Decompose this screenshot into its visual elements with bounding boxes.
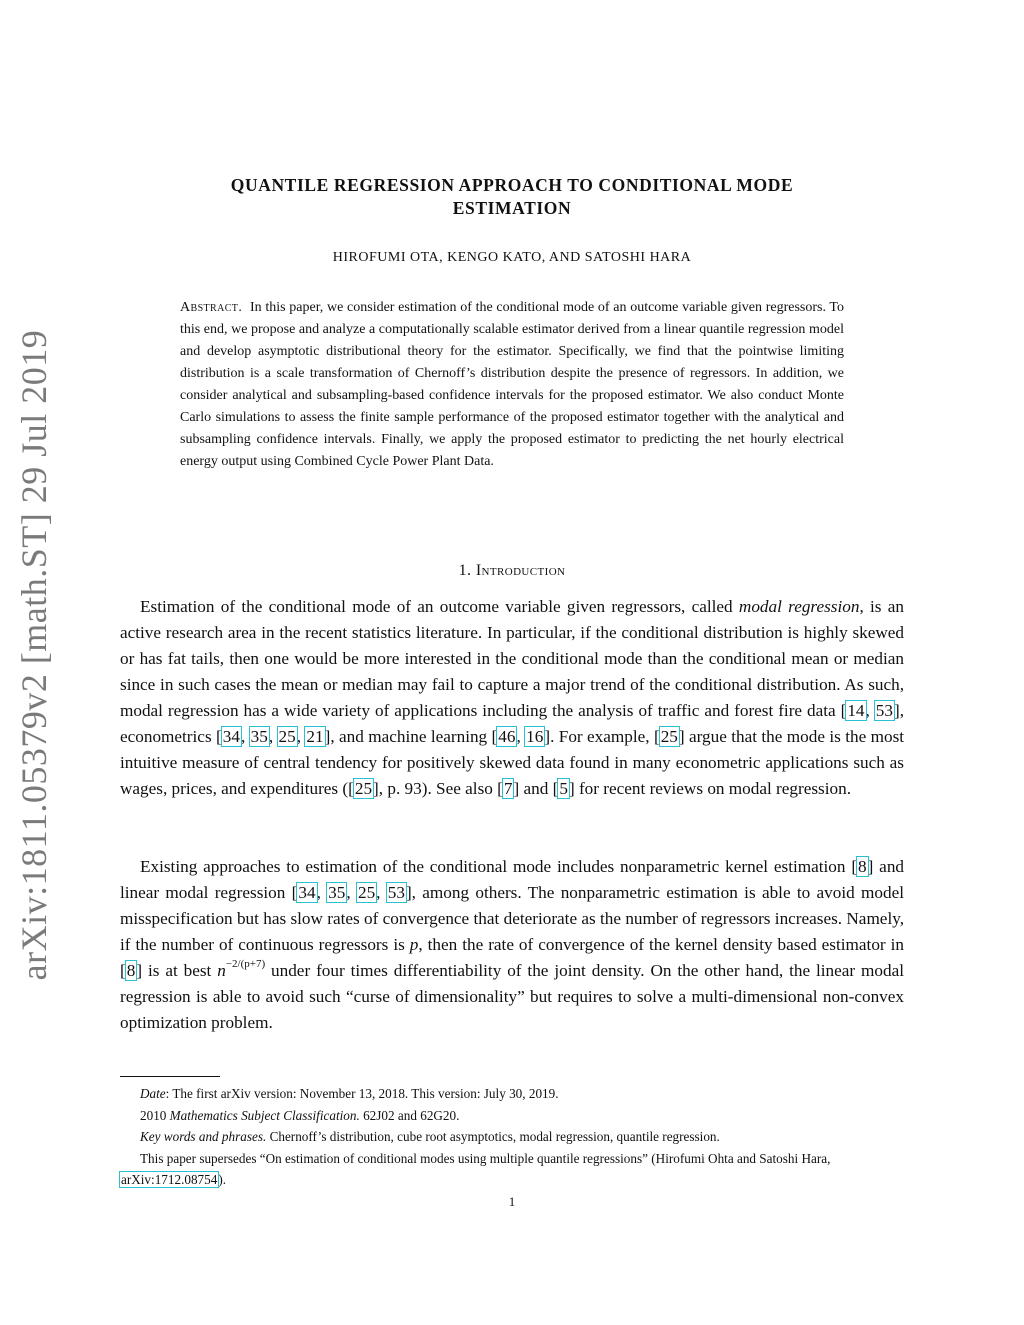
text-run: ] argue that the mode is the most intuitive measure of central tendency for positively skewed data found in many econometric applications such as wages, prices, and expenditures ([ bbox=[120, 727, 905, 798]
citation-link[interactable]: 53 bbox=[387, 883, 405, 902]
footnote-supersedes bbox=[120, 1148, 904, 1191]
citation-link[interactable]: 34 bbox=[222, 727, 240, 746]
text-run: ], p. 93). See also [ bbox=[373, 779, 503, 798]
text-run: ] and [ bbox=[513, 779, 559, 798]
arxiv-identifier-stamp bbox=[4, 329, 64, 981]
arxiv-reference-link[interactable]: arXiv:1712.08754 bbox=[121, 1172, 218, 1187]
citation-link[interactable]: 35 bbox=[250, 727, 268, 746]
text-run: ], among others. The nonparametric estimation is able to avoid model misspecification but has slow rates of convergence that deteriorate as the number of regressors increases. Namely, if the number of continuous regressors is bbox=[120, 883, 905, 954]
citation-link[interactable]: 25 bbox=[278, 727, 296, 746]
citation-link[interactable]: 53 bbox=[875, 701, 893, 720]
footnote-supersedes-text: This paper supersedes “On estimation of conditional modes using multiple quantile regressions” (Hirofumi Ohta and Satoshi Hara, bbox=[140, 1150, 831, 1166]
footnote-supersedes-end: ). bbox=[218, 1172, 227, 1187]
title-line-2: ESTIMATION bbox=[452, 198, 572, 218]
paper-title bbox=[120, 174, 904, 220]
introduction-paragraph-2: Existing approaches to estimation of the conditional mode includes nonparametric kernel estimation [8] and linear modal regression [34, 35, 25, 53], among others. The nonparametric estimation is able to avoid model misspecification but has slow rates of convergence that deteriorate as the number of regressors increases. Namely, if the number of continuous regressors is p, then the rate of convergence of the kernel density based estimator in [8] is at best $n^{-2/(p+7)}$ under four times differentiability of the joint density. On the other hand, the linear modal regression is able to avoid such “curse of dimensionality” but requires to solve a multi-dimensional non-convex optimization problem. bbox=[120, 857, 905, 1032]
text-run: , then the rate of convergence of the kernel density based estimator in [ bbox=[120, 935, 904, 980]
citation-link[interactable]: 25 bbox=[660, 727, 678, 746]
citation-link[interactable]: 25 bbox=[357, 883, 376, 902]
text-run: , is an active research area in the recent statistics literature. In particular, if the conditional distribution is highly skewed or has fat tails, then one would be more interested in the conditional mode than the conditional mean or median since in such cases the mean or median may fail to capture a major trend of the conditional distribution. As such, modal regression has a wide variety of applications including the analysis of traffic and forest fire data [ bbox=[120, 597, 904, 720]
math-exponent: −2/(p+7) bbox=[225, 958, 266, 971]
footnotes bbox=[120, 1083, 904, 1191]
text-run: ] is at best bbox=[136, 961, 218, 980]
text-run: ]. For example, [ bbox=[544, 727, 660, 746]
text-run: under four times differentiability of the joint density. On the other hand, the linear modal regression is able to avoid such “curse of dimensionality” but requires to solve a multi-dimensional non-convex optimization problem. bbox=[120, 961, 904, 1032]
citation-link[interactable]: 25 bbox=[354, 779, 373, 798]
footnote-msc-label: Mathematics Subject Classification. bbox=[169, 1107, 360, 1123]
footnote-keywords bbox=[120, 1126, 904, 1148]
citation-link[interactable]: 8 bbox=[126, 961, 136, 980]
math-variable-p: p bbox=[409, 935, 419, 954]
text-run: ], econometrics [ bbox=[120, 701, 904, 746]
citation-link[interactable]: 35 bbox=[328, 883, 346, 902]
text-run: ] for recent reviews on modal regression. bbox=[568, 779, 851, 798]
citation-link[interactable]: 21 bbox=[306, 727, 324, 746]
page-number: 1 bbox=[508, 1194, 516, 1209]
citation-link[interactable]: 34 bbox=[298, 883, 316, 902]
footnote-msc bbox=[120, 1105, 904, 1127]
abstract-text: In this paper, we consider estimation of the conditional mode of an outcome variable given regressors. To this end, we propose and analyze a computationally scalable estimator derived from a linear quantile regression model and develop asymptotic distributional theory for the estimator. Specifically, we find that the pointwise limiting distribution is a scale transformation of Chernoff’s distribution despite the presence of regressors. In addition, we consider analytical and subsampling-based confidence intervals for the proposed estimator. We also conduct Monte Carlo simulations to assess the finite sample performance of the proposed estimator together with the analytical and subsampling confidence intervals. Finally, we apply the proposed estimator to predicting the net hourly electrical energy output using Combined Cycle Power Plant Data. bbox=[180, 300, 845, 469]
text-run: Existing approaches to estimation of the conditional mode includes nonparametric kernel estimation [ bbox=[140, 857, 858, 876]
citation-link[interactable]: 14 bbox=[847, 701, 865, 720]
abstract bbox=[180, 297, 844, 473]
math-variable-n: n bbox=[217, 961, 226, 980]
footnote-rule bbox=[120, 1076, 220, 1077]
text-run: ] and linear modal regression [ bbox=[120, 857, 905, 902]
text-run: ], and machine learning [ bbox=[324, 727, 498, 746]
footnote-keywords-text: Chernoff’s distribution, cube root asymptotics, modal regression, quantile regression. bbox=[266, 1129, 720, 1144]
footnote-date-label: Date bbox=[140, 1086, 166, 1101]
section-heading-introduction bbox=[120, 562, 904, 580]
text-run: Estimation of the conditional mode of an outcome variable given regressors, called bbox=[140, 597, 739, 616]
arxiv-stamp-text: arXiv:1811.05379v2 [math.ST] 29 Jul 2019 bbox=[14, 329, 54, 981]
footnote-msc-text: 62J02 and 62G20. bbox=[359, 1107, 460, 1123]
abstract-label: Abstract. bbox=[180, 300, 243, 315]
citation-link[interactable]: 8 bbox=[858, 857, 867, 876]
footnote-keywords-label: Key words and phrases. bbox=[140, 1129, 267, 1144]
introduction-paragraph-1: Estimation of the conditional mode of an outcome variable given regressors, called modal regression, is an active research area in the recent statistics literature. In particular, if the conditional distribution is highly skewed or has fat tails, then one would be more interested in the conditional mode than the conditional mean or median since in such cases the mean or median may fail to capture a major trend of the conditional distribution. As such, modal regression has a wide variety of applications including the analysis of traffic and forest fire data [14, 53], econometrics [34, 35, 25, 21], and machine learning [46, 16]. For example, [25] argue that the mode is the most intuitive measure of central tendency for positively skewed data found in many econometric applications such as wages, prices, and expenditures ([25], p. 93). See also [7] and [5] for recent reviews on modal regression. bbox=[120, 597, 905, 798]
section-title: Introduction bbox=[475, 562, 566, 579]
footnote-msc-prefix: 2010 bbox=[140, 1107, 170, 1123]
author-list: HIROFUMI OTA, KENGO KATO, AND SATOSHI HARA bbox=[332, 250, 692, 265]
emphasis-modal-regression: modal regression bbox=[738, 597, 860, 616]
citation-link[interactable]: 5 bbox=[559, 779, 568, 798]
section-number: 1. bbox=[458, 562, 472, 579]
citation-link[interactable]: 7 bbox=[503, 779, 513, 798]
footnote-date bbox=[120, 1083, 904, 1105]
citation-link[interactable]: 46 bbox=[498, 727, 516, 746]
footnote-date-text: : The first arXiv version: November 13, 2018. This version: July 30, 2019. bbox=[165, 1086, 559, 1101]
citation-link[interactable]: 16 bbox=[526, 727, 544, 746]
title-line-1: QUANTILE REGRESSION APPROACH TO CONDITIONAL MODE bbox=[230, 175, 794, 195]
